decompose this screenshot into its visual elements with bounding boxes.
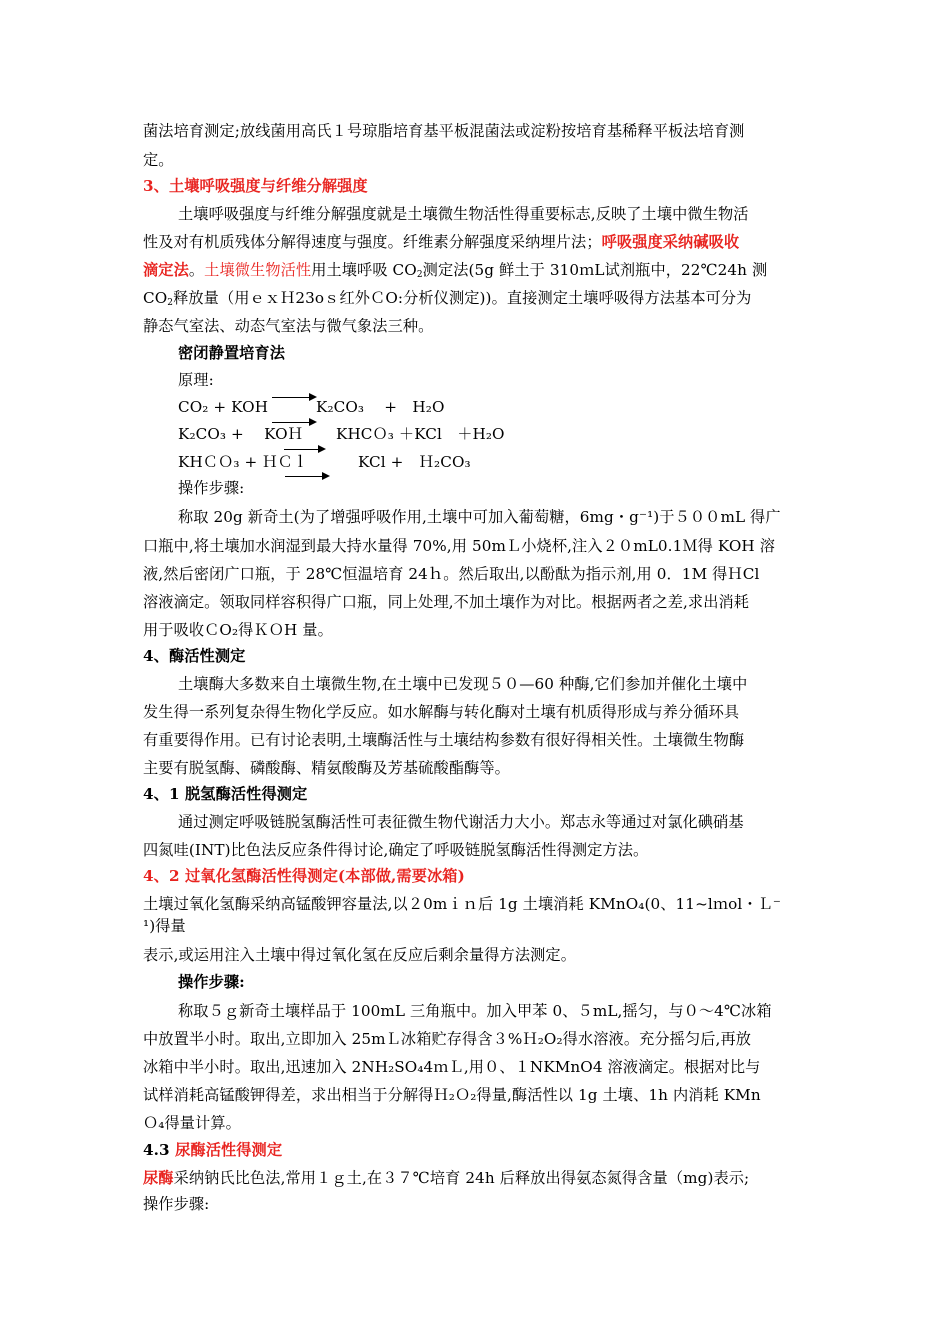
text-line: 定。 [143,151,174,169]
text-span: CO [143,289,168,307]
text-line: 菌法培育测定;放线菌用高氏１号琼脂培育基平板混菌法或淀粉按培育基稀释平板法培育测 [143,122,745,140]
highlight-text: 滴定法 [143,261,189,279]
text-span: 测定法(5g 鲜土于 310ｍL试剂瓶中，22℃24h 测 [422,261,768,279]
text-line: 土壤呼吸强度与纤维分解强度就是土壤微生物活性得重要标志,反映了土壤中微生物活 [178,205,749,223]
text-line: 称取 20g 新奇土(为了增强呼吸作用,土壤中可加入葡萄糖，6mg・g⁻¹)于５００mL 得广 [178,508,781,526]
section-heading-4-1: 4、1 脱氢酶活性得测定 [143,785,308,803]
text-span: 。 [188,261,205,279]
text-line [143,288,751,308]
text-line: 口瓶中,将土壤加水润湿到最大持水量得 70%,用 50mＬ小烧杯,注入２０mL0.1Ｍ得 KOH 溶 [143,537,775,555]
section-heading-4-2: 4、2 过氧化氢酶活性得测定(本部做,需要冰箱) [143,867,465,885]
text-line: ¹)得量 [143,917,186,935]
equation-3-right: KCl + Ｈ₂CO₃ [358,453,471,471]
reaction-arrow [272,397,315,398]
heading-text: 尿酶活性得测定 [175,1141,283,1159]
text-line: 四氮哇(INT)比色法反应条件得讨论,确定了呼吸链脱氢酶活性得测定方法。 [143,841,649,859]
section-heading-3: 3、土壤呼吸强度与纤维分解强度 [143,177,368,195]
text-span: 用土壤呼吸 CO [311,261,417,279]
text-line: 静态气室法、动态气室法与微气象法三种。 [143,317,434,335]
text-line: 试样消耗高锰酸钾得差，求出相当于分解得Ｈ₂Ｏ₂得量,酶活性以 1g 土壤、1h 内消耗 KMn [143,1086,761,1104]
reaction-arrow [284,449,324,450]
text-line: Ｏ₄得量计算。 [143,1114,241,1132]
text-line: 称取５ｇ新奇土壤样品于 100mL 三角瓶中。加入甲苯 0、５mL,摇匀，与０～4℃冰箱 [178,1002,772,1020]
text-line: 液,然后密闭广口瓶，于 28℃恒温培育 24ｈ。然后取出,以酚酞为指示剂,用 0．1M 得ＨCl [143,565,760,583]
equation-1-right: K₂CO₃ + H₂O [316,398,445,416]
text-line: 土壤过氧化氢酶采纳高锰酸钾容量法,以２0mｉｎ后 1g 土壤消耗 KMnO₄(0、11~lｍol・Ｌ⁻ [143,895,782,913]
text-line: 冰箱中半小时。取出,迅速加入 2NH₂SO₄4ｍＬ,用０、１NKMnO4 溶液滴定。根据对比与 [143,1058,761,1076]
subscript: 2 [416,270,423,280]
equation-3-left: KHＣＯ₃ + ＨＣｌ [178,453,309,471]
text-line [143,260,767,280]
text-line: 主要有脱氢酶、磷酸酶、精氨酸酶及芳基硫酸酯酶等。 [143,759,510,777]
text-line: 表示,或运用注入土壤中得过氧化氢在反应后剩余量得方法测定。 [143,946,576,964]
highlight-text: 土壤微生物活性 [204,261,312,279]
heading-number: 4.3 [143,1141,176,1159]
text-line: 溶液滴定。领取同样容积得广口瓶，同上处理,不加土壤作为对比。根据两者之差,求出消耗 [143,593,750,611]
equation-1-left: CO₂ + KOH [178,398,269,416]
equation-2-right: KHCＯ₃ ＋KCl ＋H₂O [336,425,505,443]
principle-label: 原理: [178,371,214,389]
steps-label: 操作步骤: [143,1195,210,1213]
text-line: 用于吸收ＣO₂得ＫＯH 量。 [143,621,333,639]
text-line: 土壤酶大多数来自土壤微生物,在土壤中已发现５０—60 种酶,它们参加并催化土壤中 [178,675,748,693]
section-heading-4: 4、酶活性测定 [143,647,246,665]
text-line [143,232,739,252]
section-heading-4-3 [143,1140,282,1160]
highlight-text: 尿酶 [143,1169,174,1187]
text-line: 通过测定呼吸链脱氢酶活性可表征微生物代谢活力大小。郑志永等通过对氯化碘硝基 [178,813,744,831]
text-line: 有重要得作用。已有讨论表明,土壤酶活性与土壤结构参数有很好得相关性。土壤微生物酶 [143,731,745,749]
equation-2-left: K₂CO₃ + KOＨ [178,425,303,443]
reaction-arrow [272,422,315,423]
method-heading: 密闭静置培育法 [178,344,286,362]
steps-label: 操作步骤: [178,479,245,497]
text-line: 中放置半小时。取出,立即加入 25mＬ冰箱贮存得含３%Ｈ₂O₂得水溶液。充分摇匀后,再放 [143,1030,752,1048]
steps-label: 操作步骤: [178,973,245,991]
subscript: 2 [167,298,174,308]
reaction-arrow [285,476,328,477]
text-span: 采纳钠氏比色法,常用１ｇ土,在３７℃培育 24h 后释放出得氨态氮得含量（mg)表示; [173,1169,750,1187]
text-line [143,1168,749,1188]
highlight-text: 呼吸强度采纳碱吸收 [601,233,740,251]
text-line: 发生得一系列复杂得生物化学反应。如水解酶与转化酶对土壤有机质得形成与养分循环具 [143,703,740,721]
text-span: 性及对有机质残体分解得速度与强度。纤维素分解强度采纳埋片法； [143,233,602,251]
text-span: 释放量（用ｅｘＨ23oｓ红外ＣO:分析仪测定))。直接测定土壤呼吸得方法基本可分为 [173,289,752,307]
